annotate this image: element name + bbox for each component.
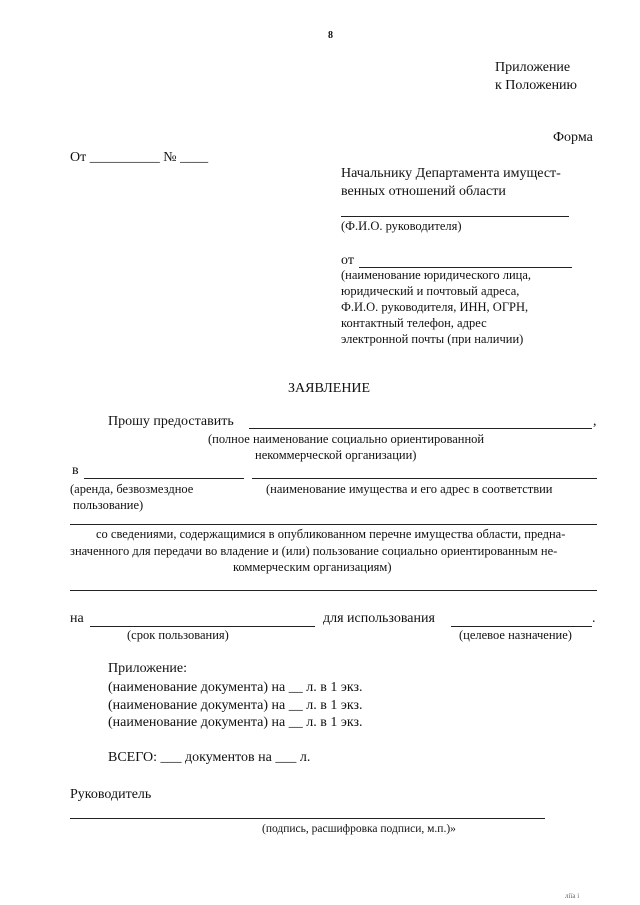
list-text-2: значенного для передачи во владение и (или) пользование социально ориентированным не- (70, 544, 558, 558)
use-label: для использования (323, 611, 435, 626)
document-title: ЗАЯВЛЕНИЕ (288, 381, 371, 396)
footer-mark: ліїа і (565, 892, 580, 900)
attachments-title: Приложение: (108, 661, 188, 676)
head-label: Руководитель (70, 787, 152, 802)
appendix-line-1: Приложение (495, 60, 571, 75)
list-text-3: коммерческим организациям) (233, 560, 392, 574)
attachments-total: ВСЕГО: ___ документов на ___ л. (108, 750, 311, 765)
org-name-blank-line (249, 428, 592, 429)
list-text-1: со сведениями, содержащимися в опубликованном перечне имущества области, предна- (96, 527, 566, 541)
rent-caption-2: пользование) (73, 498, 144, 512)
purpose-blank-line (451, 626, 592, 627)
from-date-number: От __________ № ____ (70, 150, 209, 165)
rent-type-blank-line (84, 478, 244, 479)
purpose-caption: (целевое назначение) (459, 628, 572, 642)
applicant-caption-3: Ф.И.О. руководителя, ИНН, ОГРН, (341, 300, 529, 314)
from-label: от (341, 253, 354, 268)
property-extra-line (70, 590, 597, 591)
period-caption: (срок пользования) (127, 628, 229, 642)
rent-caption-1: (аренда, безвозмездное (70, 482, 194, 496)
property-caption: (наименование имущества и его адрес в соответствии (266, 482, 553, 496)
request-prompt: Прошу предоставить (108, 414, 234, 429)
appendix-line-2: к Положению (495, 78, 578, 93)
org-caption-1: (полное наименование социально ориентированной (208, 432, 485, 446)
page-number: 8 (328, 30, 333, 41)
form-label: Форма (553, 130, 593, 145)
property-continue-line (70, 524, 597, 525)
attachment-item-1: (наименование документа) на __ л. в 1 экз. (108, 680, 363, 695)
applicant-caption-4: контактный телефон, адрес (341, 316, 487, 330)
addressee-line-1: Начальнику Департамента имущест- (341, 166, 561, 181)
property-blank-line (252, 478, 597, 479)
applicant-caption-2: юридический и почтовый адреса, (341, 284, 520, 298)
attachment-item-2: (наименование документа) на __ л. в 1 экз. (108, 698, 363, 713)
on-label: на (70, 611, 84, 626)
attachment-item-3: (наименование документа) на __ л. в 1 экз. (108, 715, 363, 730)
signature-blank-line (70, 818, 545, 819)
addressee-line-2: венных отношений области (341, 184, 506, 199)
in-label: в (72, 463, 79, 478)
period-blank-line (90, 626, 315, 627)
signature-caption: (подпись, расшифровка подписи, м.п.)» (262, 823, 456, 835)
applicant-caption-1: (наименование юридического лица, (341, 268, 532, 282)
applicant-caption-5: электронной почты (при наличии) (341, 332, 524, 346)
fio-blank-line (341, 216, 569, 217)
term-dot: . (592, 611, 596, 626)
org-caption-2: некоммерческой организации) (255, 448, 417, 462)
fio-caption: (Ф.И.О. руководителя) (341, 219, 462, 233)
request-comma: , (593, 414, 597, 429)
